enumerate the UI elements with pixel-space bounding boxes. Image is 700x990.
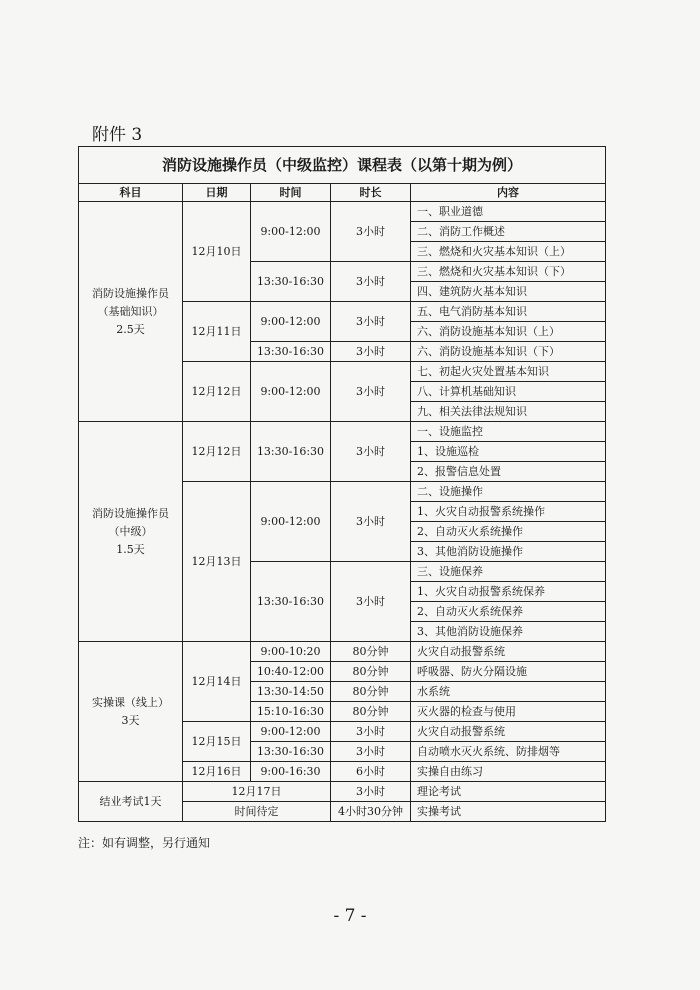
content-cell: 灭火器的检查与使用 bbox=[411, 702, 606, 722]
duration-cell: 3小时 bbox=[331, 782, 411, 802]
note: 注：如有调整，另行通知 bbox=[78, 836, 211, 850]
content-cell: 六、消防设施基本知识（下） bbox=[411, 342, 606, 362]
subject-cell: 结业考试1天 bbox=[79, 782, 183, 822]
date-cell: 12月11日 bbox=[183, 302, 251, 362]
course-schedule-table bbox=[78, 146, 606, 822]
duration-cell: 3小时 bbox=[331, 342, 411, 362]
content-cell: 五、电气消防基本知识 bbox=[411, 302, 606, 322]
title-row bbox=[79, 147, 606, 184]
date-cell: 时间待定 bbox=[183, 802, 331, 822]
time-cell: 13:30-16:30 bbox=[251, 262, 331, 302]
time-cell: 9:00-12:00 bbox=[251, 202, 331, 262]
table-row bbox=[79, 422, 606, 442]
duration-cell: 3小时 bbox=[331, 302, 411, 342]
time-cell: 13:30-16:30 bbox=[251, 562, 331, 642]
time-cell: 13:30-16:30 bbox=[251, 342, 331, 362]
time-cell: 9:00-12:00 bbox=[251, 362, 331, 422]
content-cell: 2、自动灭火系统操作 bbox=[411, 522, 606, 542]
content-cell: 呼吸器、防火分隔设施 bbox=[411, 662, 606, 682]
content-cell: 3、其他消防设施操作 bbox=[411, 542, 606, 562]
content-cell: 1、火灾自动报警系统保养 bbox=[411, 582, 606, 602]
header-subject: 科目 bbox=[79, 184, 183, 202]
content-cell: 3、其他消防设施保养 bbox=[411, 622, 606, 642]
table-row bbox=[79, 642, 606, 662]
content-cell: 六、消防设施基本知识（上） bbox=[411, 322, 606, 342]
time-cell: 9:00-12:00 bbox=[251, 302, 331, 342]
time-cell: 9:00-16:30 bbox=[251, 762, 331, 782]
duration-cell: 80分钟 bbox=[331, 642, 411, 662]
date-cell: 12月14日 bbox=[183, 642, 251, 722]
duration-cell: 3小时 bbox=[331, 202, 411, 262]
content-cell: 实操自由练习 bbox=[411, 762, 606, 782]
content-cell: 七、初起火灾处置基本知识 bbox=[411, 362, 606, 382]
content-cell: 九、相关法律法规知识 bbox=[411, 402, 606, 422]
content-cell: 二、设施操作 bbox=[411, 482, 606, 502]
content-cell: 三、燃烧和火灾基本知识（下） bbox=[411, 262, 606, 282]
content-cell: 八、计算机基础知识 bbox=[411, 382, 606, 402]
duration-cell: 3小时 bbox=[331, 562, 411, 642]
content-cell: 四、建筑防火基本知识 bbox=[411, 282, 606, 302]
time-cell: 9:00-12:00 bbox=[251, 722, 331, 742]
time-cell: 13:30-16:30 bbox=[251, 422, 331, 482]
header-duration: 时长 bbox=[331, 184, 411, 202]
time-cell: 13:30-14:50 bbox=[251, 682, 331, 702]
date-cell: 12月12日 bbox=[183, 362, 251, 422]
content-cell: 三、燃烧和火灾基本知识（上） bbox=[411, 242, 606, 262]
schedule-body bbox=[79, 147, 606, 822]
content-cell: 实操考试 bbox=[411, 802, 606, 822]
duration-cell: 3小时 bbox=[331, 362, 411, 422]
content-cell: 2、报警信息处置 bbox=[411, 462, 606, 482]
time-cell: 9:00-10:20 bbox=[251, 642, 331, 662]
duration-cell: 80分钟 bbox=[331, 662, 411, 682]
table-title: 消防设施操作员（中级监控）课程表（以第十期为例） bbox=[79, 147, 606, 184]
content-cell: 三、设施保养 bbox=[411, 562, 606, 582]
duration-cell: 4小时30分钟 bbox=[331, 802, 411, 822]
content-cell: 1、火灾自动报警系统操作 bbox=[411, 502, 606, 522]
content-cell: 一、职业道德 bbox=[411, 202, 606, 222]
header-content: 内容 bbox=[411, 184, 606, 202]
date-cell: 12月15日 bbox=[183, 722, 251, 762]
subject-cell: 实操课（线上） 3天 bbox=[79, 642, 183, 782]
time-cell: 10:40-12:00 bbox=[251, 662, 331, 682]
content-cell: 1、设施巡检 bbox=[411, 442, 606, 462]
time-cell: 13:30-16:30 bbox=[251, 742, 331, 762]
duration-cell: 3小时 bbox=[331, 422, 411, 482]
subject-cell: 消防设施操作员 （基础知识） 2.5天 bbox=[79, 202, 183, 422]
table-row bbox=[79, 782, 606, 802]
duration-cell: 3小时 bbox=[331, 742, 411, 762]
duration-cell: 80分钟 bbox=[331, 682, 411, 702]
header-date: 日期 bbox=[183, 184, 251, 202]
content-cell: 一、设施监控 bbox=[411, 422, 606, 442]
duration-cell: 80分钟 bbox=[331, 702, 411, 722]
date-cell: 12月10日 bbox=[183, 202, 251, 302]
content-cell: 火灾自动报警系统 bbox=[411, 722, 606, 742]
header-time: 时间 bbox=[251, 184, 331, 202]
date-cell: 12月16日 bbox=[183, 762, 251, 782]
date-cell: 12月12日 bbox=[183, 422, 251, 482]
attachment-label: 附件 3 bbox=[92, 125, 143, 145]
duration-cell: 3小时 bbox=[331, 482, 411, 562]
duration-cell: 6小时 bbox=[331, 762, 411, 782]
time-cell: 15:10-16:30 bbox=[251, 702, 331, 722]
content-cell: 二、消防工作概述 bbox=[411, 222, 606, 242]
content-cell: 理论考试 bbox=[411, 782, 606, 802]
date-cell: 12月17日 bbox=[183, 782, 331, 802]
time-cell: 9:00-12:00 bbox=[251, 482, 331, 562]
subject-cell: 消防设施操作员 （中级） 1.5天 bbox=[79, 422, 183, 642]
header-row bbox=[79, 184, 606, 202]
date-cell: 12月13日 bbox=[183, 482, 251, 642]
content-cell: 火灾自动报警系统 bbox=[411, 642, 606, 662]
duration-cell: 3小时 bbox=[331, 722, 411, 742]
duration-cell: 3小时 bbox=[331, 262, 411, 302]
table-row bbox=[79, 202, 606, 222]
content-cell: 2、自动灭火系统保养 bbox=[411, 602, 606, 622]
content-cell: 自动喷水灭火系统、防排烟等 bbox=[411, 742, 606, 762]
page-number: - 7 - bbox=[333, 906, 367, 926]
content-cell: 水系统 bbox=[411, 682, 606, 702]
